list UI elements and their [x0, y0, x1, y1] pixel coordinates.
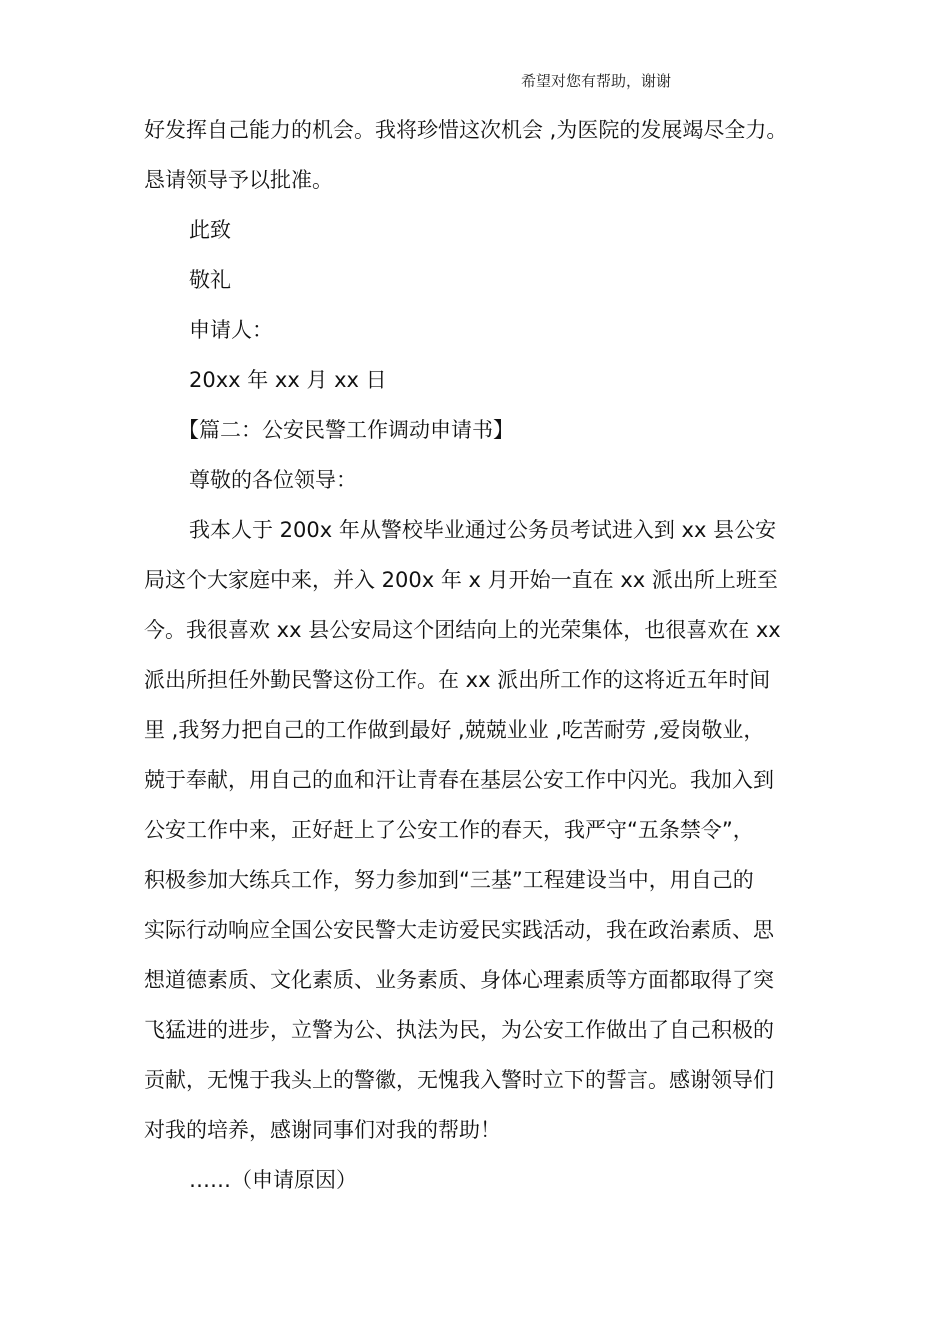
paragraph-line: 飞猛进的进步，立警为公、执法为民，为公安工作做出了自己积极的: [144, 1018, 774, 1042]
paragraph-line: 对我的培养，感谢同事们对我的帮助！: [144, 1118, 501, 1142]
paragraph-line: 派出所担任外勤民警这份工作。在 xx 派出所工作的这将近五年时间: [144, 668, 771, 692]
greeting: 尊敬的各位领导：: [189, 468, 357, 492]
paragraph-line: 实际行动响应全国公安民警大走访爱民实践活动，我在政治素质、思: [144, 918, 774, 942]
reason-placeholder: ……（申请原因）: [189, 1168, 357, 1192]
paragraph-line: 恳请领导予以批准。: [144, 168, 333, 192]
paragraph-line: 我本人于 200x 年从警校毕业通过公务员考试进入到 xx 县公安: [189, 518, 777, 542]
applicant-label: 申请人：: [189, 318, 273, 342]
document-body: [144, 105, 812, 1205]
section-title: 【篇二：公安民警工作调动申请书】: [178, 418, 514, 442]
header-note: 希望对您有帮助，谢谢: [521, 72, 672, 90]
paragraph-line: 里 ,我努力把自己的工作做到最好 ,兢兢业业 ,吃苦耐劳 ,爱岗敬业，: [144, 718, 765, 742]
paragraph-line: 积极参加大练兵工作，努力参加到“三基”工程建设当中，用自己的: [144, 868, 754, 892]
paragraph-line: 好发挥自己能力的机会。我将珍惜这次机会 ,为医院的发展竭尽全力。: [144, 118, 788, 142]
closing-regards: 敬礼: [189, 268, 231, 292]
paragraph-line: 今。我很喜欢 xx 县公安局这个团结向上的光荣集体，也很喜欢在 xx: [144, 618, 781, 642]
paragraph-line: 公安工作中来，正好赶上了公安工作的春天，我严守“五条禁令”，: [144, 818, 754, 842]
paragraph-line: 想道德素质、文化素质、业务素质、身体心理素质等方面都取得了突: [144, 968, 774, 992]
paragraph-line: 贡献，无愧于我头上的警徽，无愧我入警时立下的誓言。感谢领导们: [144, 1068, 774, 1092]
closing-salutation: 此致: [189, 218, 231, 242]
paragraph-line: 局这个大家庭中来，并入 200x 年 x 月开始一直在 xx 派出所上班至: [144, 568, 778, 592]
date-line: 20xx 年 xx 月 xx 日: [189, 368, 387, 392]
paragraph-line: 兢于奉献，用自己的血和汗让青春在基层公安工作中闪光。我加入到: [144, 768, 774, 792]
